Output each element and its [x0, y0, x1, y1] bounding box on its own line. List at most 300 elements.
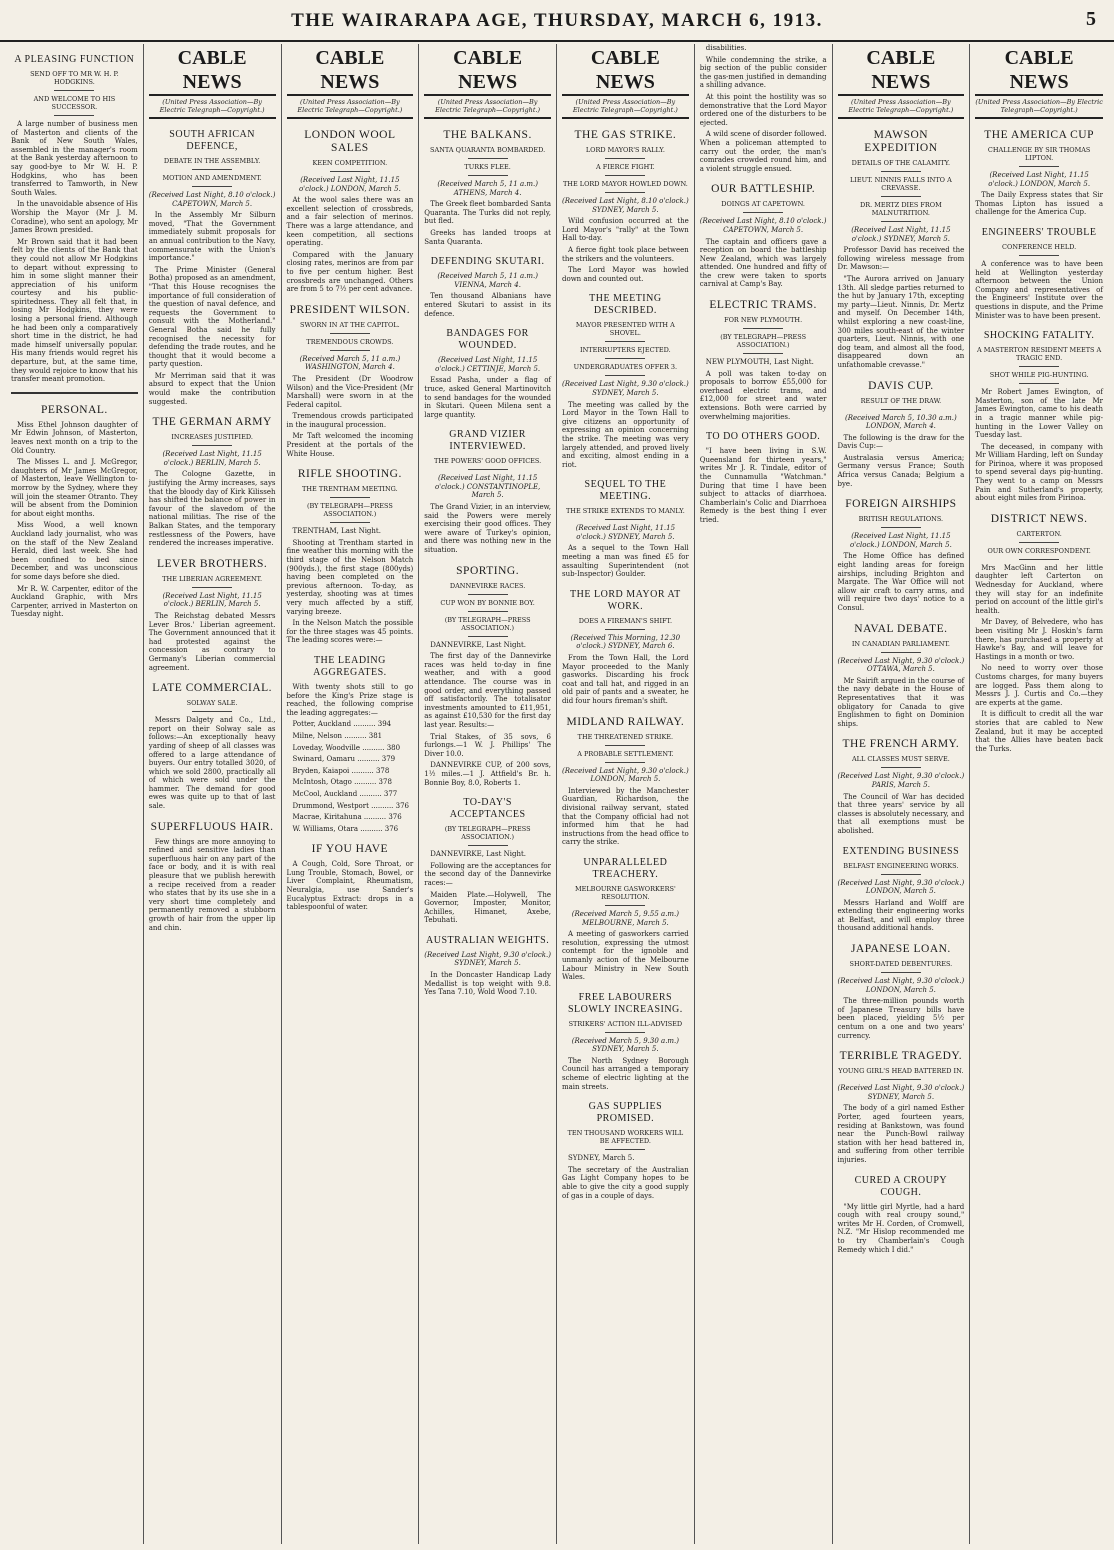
article-subheading: FOR NEW PLYMOUTH.: [724, 316, 803, 325]
article: [287, 655, 414, 833]
article-headline: ENGINEERS' TROUBLE: [981, 226, 1097, 238]
short-rule: [54, 90, 94, 91]
article-headline: DISTRICT NEWS.: [990, 512, 1088, 525]
news-column: [557, 44, 695, 1544]
article-headline: PERSONAL.: [40, 403, 108, 416]
article: [562, 293, 689, 469]
paragraph: Macrae, Kiritahuna .......... 376: [292, 813, 402, 822]
dateline: (Received Last Night, 11.15 o'clock.) BERLIN, March 5.: [162, 450, 262, 467]
article-headline: FOREIGN AIRSHIPS: [845, 498, 957, 511]
paragraph: Mr Davey, of Belvedere, who has been visiting Mr J. Hoskin's farm there, has purchased a property at Hawke's Bay, and will leave for Hastings in a month or two.: [975, 618, 1103, 661]
article-headline: LATE COMMERCIAL.: [152, 682, 273, 695]
article-subheading: AND WELCOME TO HIS SUCCESSOR.: [33, 95, 116, 111]
article: [149, 129, 276, 406]
article-headline: THE LEADING AGGREGATES.: [313, 654, 387, 678]
article: [424, 256, 551, 318]
paragraph: TRENTHAM, Last Night.: [292, 527, 381, 536]
article-headline: LEVER BROTHERS.: [156, 557, 268, 570]
article: [975, 664, 1103, 753]
article-subheading: THE POWERS' GOOD OFFICES.: [434, 457, 542, 466]
paragraph: A poll was taken to-day on proposals to borrow £55,000 for overhead electric trams, and £12,000 for street and water extensions. Both were carried by overwhelming majorities.: [699, 369, 827, 421]
article: [838, 1175, 965, 1255]
article: [149, 682, 276, 811]
article-subheading: DR. MERTZ DIES FROM MALNUTRITION.: [859, 201, 942, 217]
short-rule: [1019, 542, 1059, 543]
press-credit: (United Press Association—By Electric Telegraph—Copyright.): [838, 96, 965, 119]
short-rule: [192, 587, 232, 588]
columns-container: [6, 44, 1108, 1544]
short-rule: [330, 171, 370, 172]
short-rule: [1019, 366, 1059, 367]
paragraph: Following are the acceptances for the second day of the Dannevirke races:—: [424, 861, 551, 887]
article: [424, 129, 551, 246]
article: [424, 797, 551, 925]
article-headline: TO DO OTHERS GOOD.: [705, 431, 821, 443]
article: [562, 129, 689, 283]
dateline: (Received Last Night, 11.15 o'clock.) LONDON, March 5.: [988, 171, 1091, 188]
article-subheading: (BY TELEGRAPH—PRESS ASSOCIATION.): [306, 502, 393, 519]
paragraph: No need to worry over those Customs charges, for many buyers are logged. Pass them along to Messrs J. J. Curtis and Co.—they are experts at the game.: [975, 664, 1103, 707]
paragraph: In the Doncaster Handicap Lady Medallist is top weight with 9.8. Yes Tana 7.10, Wold Wood 7.10.: [424, 971, 551, 997]
dateline: (Received Last Night, 8.10 o'clock.) CAPETOWN, March 5.: [699, 217, 827, 234]
masthead-title: THE WAIRARAPA AGE, THURSDAY, MARCH 6, 1913.: [291, 10, 823, 31]
dateline: (Received March 5, 11 a.m.) VIENNA, March 4.: [437, 272, 538, 289]
paragraph: Professor David has received the following wireless message from Dr. Mawson:—: [837, 246, 965, 272]
article-subheading: A PROBABLE SETTLEMENT.: [577, 749, 674, 758]
paragraph: Essad Pasha, under a flag of truce, asked General Martinovitch to send bandages for the wounded in Skutari. Queen Milena sent a large quantity.: [424, 376, 551, 419]
article-headline: JAPANESE LOAN.: [850, 943, 951, 956]
paragraph: As a sequel to the Town Hall meeting a man was fined £5 for assaulting Superintendent (not sub-Inspector) Goulder.: [562, 544, 689, 579]
article-headline: SPORTING.: [456, 564, 520, 577]
article-subheading: THE STRIKE EXTENDS TO MANLY.: [565, 507, 685, 516]
article: [838, 846, 965, 934]
article-headline: RIFLE SHOOTING.: [297, 468, 402, 481]
paragraph: Interviewed by the Manchester Guardian, Richardson, the divisional railway servant, stated that the Company official had not informed him that he had instructions from the head office to carry the strike.: [562, 786, 689, 847]
article-subheading: SEND OFF TO MR W. H. P. HODGKINS.: [30, 70, 119, 86]
article-subheading: CARTERTON.: [1016, 529, 1062, 538]
article-subheading: A MASTERTON RESIDENT MEETS A TRAGIC END.: [977, 346, 1102, 363]
article-subheading: CHALLENGE BY SIR THOMAS LIPTON.: [987, 146, 1091, 162]
article-subheading: TREMENDOUS CROWDS.: [306, 337, 394, 346]
paragraph: A fierce fight took place between the strikers and the volunteers.: [562, 245, 689, 263]
short-rule: [605, 375, 645, 376]
article-subheading: CONFERENCE HELD.: [1002, 242, 1077, 251]
paragraph: DANNEVIRKE, Last Night.: [430, 640, 527, 649]
paragraph: Mr Brown said that it had been felt by the clients of the Bank that they could not allow Mr Hodgkins to depart without expressing to him in some slight manner their appreciation of his uniform courtesy and his public-spiritedness. They all felt that, in losing Mr Hodgkins, they were losing a personal friend. Although he had been only a comparatively short time in the district, he had made himself universally popular. His many friends would regret his departure, but, at the same time, they would rejoice to know that his transfer meant promotion.: [11, 237, 138, 384]
article-headline: GAS SUPPLIES PROMISED.: [588, 1101, 663, 1125]
article-subheading: SANTA QUARANTA BOMBARDED.: [430, 146, 546, 154]
short-rule: [192, 186, 232, 187]
article-headline: TO-DAY'S ACCEPTANCES: [449, 797, 526, 821]
paragraph: The Home Office has defined eight landing areas for foreign airships, including Brighton and Margate. The War Office will not allow air craft to carry arms, and will require two days' notice to a Consul.: [837, 552, 965, 612]
dateline: (Received March 5, 9.55 a.m.) MELBOURNE, March 5.: [571, 909, 680, 927]
dateline: (Received Last Night, 9.30 o'clock.) LONDON, March 5.: [837, 878, 965, 896]
short-rule: [468, 611, 508, 612]
short-rule: [330, 333, 370, 334]
short-rule: [1019, 255, 1059, 256]
article-headline: THE FRENCH ARMY.: [842, 738, 960, 751]
paragraph: Bryden, Kaiapoi .......... 378: [292, 766, 390, 775]
paragraph: Loveday, Woodville .......... 380: [292, 743, 401, 752]
paragraph: The President (Dr Woodrow Wilson) and the Vice-President (Mr Marshall) were sworn in at the Federal capitol.: [286, 374, 414, 409]
short-rule: [1019, 383, 1059, 384]
paragraph: The deceased, in company with Mr William Harding, left on Sunday for Pirinoa, where it was proposed to spend several days pig-hunting. They went to a camp on Messrs Pain and Sutherland's property, about eight miles from Pirinoa.: [975, 442, 1103, 503]
short-rule: [468, 636, 508, 637]
news-column: [833, 44, 971, 1544]
dateline: (Received Last Night, 9.30 o'clock.) SYDNEY, March 5.: [562, 380, 689, 397]
article-subheading: MOTION AND AMENDMENT.: [162, 174, 262, 182]
news-column: [419, 44, 557, 1544]
article-subheading: (BY TELEGRAPH—PRESS ASSOCIATION.): [444, 825, 531, 842]
article-headline: BANDAGES FOR WOUNDED.: [446, 328, 529, 352]
short-rule: [605, 192, 645, 193]
paragraph: The captain and officers gave a reception on board the battleship New Zealand, which was largely attended. One hundred and fifty of the crew were taken to sports carnival at Camp's Bay.: [699, 237, 827, 289]
dateline: (Received This Morning, 12.30 o'clock.) SYDNEY, March 6.: [570, 633, 681, 651]
article-headline: THE LORD MAYOR AT WORK.: [570, 588, 681, 612]
short-rule: [605, 1032, 645, 1033]
paragraph: DANNEVIRKE CUP, of 200 sovs, 1½ miles.—1 J. Attfield's Br. h. Bonnie Boy, 8.0, Roberts 1.: [424, 761, 551, 787]
article-headline: SEQUEL TO THE MEETING.: [584, 479, 667, 503]
short-rule: [1019, 559, 1059, 560]
article-subheading: THE THREATENED STRIKE.: [577, 732, 674, 741]
article: [838, 623, 965, 729]
article-subheading: THE TRENTHAM MEETING.: [302, 485, 398, 494]
paragraph: With twenty shots still to go before the King's Prize stage is reached, the following comprise the leading aggregates:—: [286, 682, 414, 717]
short-rule: [468, 845, 508, 846]
article-subheading: UNDERGRADUATES OFFER 3.: [573, 363, 678, 372]
paragraph: At the wool sales there was an excellent selection of crossbreds, and a fair selection of merinos. There was a large attendance, and keen competition, all sections operating.: [286, 196, 414, 248]
short-rule: [743, 353, 783, 354]
paragraph: It is difficult to credit all the war stories that are cabled to New Zealand, but it may be accepted that the Allies have beaten back the Turks.: [975, 710, 1103, 753]
dateline: (Received Last Night, 9.30 o'clock.) SYDNEY, March 5.: [837, 1084, 965, 1101]
article-headline: MAWSON EXPEDITION: [864, 129, 938, 154]
short-rule: [881, 171, 921, 172]
article-subheading: DETAILS OF THE CALAMITY.: [851, 159, 951, 167]
article: [11, 392, 138, 619]
article: [11, 54, 138, 384]
paragraph: Miss Ethel Johnson daughter of Mr Edwin Johnson, of Masterton, leaves next month on a trip to the Old Country.: [11, 420, 138, 455]
paragraph: A Cough, Cold, Sore Throat, or Lung Trouble, Stomach, Bowel, or Liver Complaint, Rheumatism, Neuralgia, use Sander's Eucalyptus Extract: drops in a tablespoonful of water.: [286, 860, 414, 912]
paragraph: The North Sydney Borough Council has arranged a temporary scheme of electric lighting at the main streets.: [562, 1056, 689, 1091]
article: [424, 935, 551, 997]
article: [149, 821, 276, 933]
short-rule: [605, 1149, 645, 1150]
dateline: (Received Last Night, 11.15 o'clock.) SYDNEY, March 5.: [575, 524, 676, 541]
dateline: (Received Last Night, 11.15 o'clock.) CETTINJE, March 5.: [435, 356, 541, 373]
article-headline: THE AMERICA CUP: [984, 129, 1094, 141]
article-subheading: LORD MAYOR'S RALLY.: [585, 146, 665, 154]
short-rule: [881, 409, 921, 410]
paragraph: The Grand Vizier, in an interview, said the Powers were merely exercising their good offices. They were aware of Turkey's opinion, and there was nothing new in the situation.: [424, 503, 551, 555]
paragraph: Australasia versus America; Germany versus France; South Africa versus Canada; Belgium a bye.: [837, 453, 965, 488]
article: [838, 943, 965, 1040]
article: [287, 129, 414, 294]
article: [838, 380, 965, 489]
short-rule: [605, 745, 645, 746]
article: [975, 513, 1103, 662]
short-rule: [881, 652, 921, 653]
paragraph: "The Aurora arrived on January 13th. All sledge parties returned to the hut by January 17th, excepting my party—Lieut. Ninnis, Dr. Mertz and myself. On December 14th, whilst exploring a new coast-line, 300 miles south-east of the winter quarters, Lieut. Ninnis, with one dog team, and almost all the food, disappeared down an unfathomable crevasse.": [837, 274, 965, 369]
short-rule: [192, 445, 232, 446]
press-credit: (United Press Association—By Electric Telegraph—Copyright.): [287, 96, 414, 119]
news-column: [6, 44, 144, 1544]
article: [838, 738, 965, 835]
press-credit: (United Press Association—By Electric Telegraph—Copyright.): [424, 96, 551, 119]
dateline: (Received Last Night, 11.15 o'clock.) SYDNEY, March 5.: [851, 226, 951, 243]
article-subheading: ALL CLASSES MUST SERVE.: [851, 755, 950, 764]
article: [700, 299, 827, 421]
paragraph: Tremendous crowds participated in the inaugural procession.: [286, 412, 414, 429]
paragraph: In the unavoidable absence of His Worship the Mayor (Mr J. M. Coradine), who sent an apology, Mr James Brown presided.: [11, 200, 138, 235]
article-subheading: DANNEVIRKE RACES.: [449, 581, 526, 590]
article: [287, 843, 414, 912]
short-rule: [605, 905, 645, 906]
article-headline: DAVIS CUP.: [868, 379, 934, 392]
short-rule: [743, 212, 783, 213]
article-subheading: LIEUT. NINNIS FALLS INTO A CREVASSE.: [849, 176, 952, 192]
article-headline: CURED A CROUPY COUGH.: [854, 1174, 948, 1198]
short-rule: [605, 519, 645, 520]
short-rule: [881, 1079, 921, 1080]
article: [424, 565, 551, 788]
article: [424, 429, 551, 554]
article: [562, 992, 689, 1092]
article-subheading: SHOT WHILE PIG-HUNTING.: [989, 371, 1089, 380]
article-subheading: INTERRUPTERS EJECTED.: [580, 346, 671, 355]
news-column: [282, 44, 420, 1544]
paragraph: McIntosh, Otago .......... 378: [292, 778, 392, 787]
article-headline: SUPERFLUOUS HAIR.: [150, 820, 274, 833]
paragraph: SYDNEY, March 5.: [568, 1154, 635, 1163]
paragraph: "I have been living in S.W. Queensland for thirteen years," writes Mr J. R. Tindale, editor of the Cunnamulla "Watchman." During that time I have been subject to attacks of diarrhoea. Chamberlain's Colic and Diarrhoea Remedy is the best thing I ever tried.: [699, 447, 827, 524]
article-subheading: SWORN IN AT THE CAPITOL.: [300, 320, 400, 329]
short-rule: [881, 874, 921, 875]
article-divider: [11, 392, 138, 394]
news-column: [695, 44, 833, 1544]
paragraph: Mr R. W. Carpenter, editor of the Auckland Graphic, with Mrs Carpenter, arrived in Masterton on Tuesday night.: [11, 584, 138, 619]
article-headline: ELECTRIC TRAMS.: [709, 299, 817, 312]
dateline: (Received Last Night, 11.15 o'clock.) LONDON, March 5.: [849, 532, 952, 549]
short-rule: [881, 767, 921, 768]
paragraph: The body of a girl named Esther Porter, aged fourteen years, residing at Bankstown, was found near the Punch-Bowl railway station with her head battered in, and suffering from other terrible injuries.: [837, 1104, 965, 1164]
article-subheading: MAYOR PRESENTED WITH A SHOVEL.: [575, 321, 675, 338]
short-rule: [468, 175, 508, 176]
article-subheading: DOES A FIREMAN'S SHIFT.: [578, 616, 673, 625]
paragraph: Wild confusion occurred at the Lord Mayor's "rally" at the Town Hall to-day.: [562, 217, 689, 243]
article-headline: DEFENDING SKUTARI.: [430, 256, 545, 268]
article-subheading: THE LORD MAYOR HOWLED DOWN.: [562, 180, 688, 188]
cable-news-banner: CABLE NEWS: [975, 46, 1103, 96]
paragraph: Maiden Plate.—Holywell, The Governor, Imposter, Monitor, Achilles, Himanet, Axebe, Tebuhati.: [424, 890, 551, 925]
dateline: (Received Last Night, 11.15 o'clock.) LONDON, March 5.: [298, 176, 401, 193]
article-subheading: TEN THOUSAND WORKERS WILL BE AFFECTED.: [567, 1129, 684, 1146]
paragraph: The meeting was called by the Lord Mayor in the Town Hall to give citizens an opportunity of expressing an opinion concerning the strike. The meeting was very largely attended, and proved lively and exciting, almost ending in a riot.: [562, 400, 689, 469]
short-rule: [881, 221, 921, 222]
dateline: (Received March 5, 11 a.m.) ATHENS, March 4.: [437, 180, 538, 197]
article-headline: LONDON WOOL SALES: [304, 129, 396, 154]
paragraph: The following is the draw for the Davis Cup:—: [837, 433, 965, 451]
short-rule: [605, 358, 645, 359]
cable-news-banner: CABLE NEWS: [424, 46, 551, 96]
paragraph: Mr Sairift argued in the course of the navy debate in the House of Representatives that it was obligatory for Canada to give Englishmen to fight on Dominion ships.: [837, 676, 965, 728]
short-rule: [192, 711, 232, 712]
article-subheading: TURKS FLEE.: [464, 163, 511, 171]
news-column: [144, 44, 282, 1544]
paragraph: NEW PLYMOUTH, Last Night.: [705, 358, 814, 367]
paragraph: Compared with the January closing rates, merinos are from par to five per centum higher. Best crossbreds are unchanged. Others are from 5 to 7½ per cent advance.: [286, 250, 414, 294]
article-subheading: INCREASES JUSTIFIED.: [171, 433, 253, 442]
article-headline: AUSTRALIAN WEIGHTS.: [426, 934, 550, 946]
short-rule: [605, 629, 645, 630]
paragraph: "My little girl Myrtle, had a hard cough with real croupy sound," writes Mr H. Corden, of Cromwell, N.Z. "Mr Hislop recommended me to try Chamberlain's Cough Remedy which I did.": [837, 1202, 965, 1254]
article-subheading: BELFAST ENGINEERING WORKS.: [843, 861, 959, 870]
paragraph: From the Town Hall, the Lord Mayor proceeded to the Manly gasworks. Discarding his frock coat and tall hat, and rigged in an old pair of pants and a sweater, he did four hours fireman's shift.: [562, 654, 689, 705]
article-headline: PRESIDENT WILSON.: [289, 303, 411, 316]
article: [838, 498, 965, 612]
paragraph: In the Nelson Match the possible for the three stages was 45 points. The leading scores were:—: [286, 619, 414, 645]
article: [838, 1050, 965, 1164]
article-headline: A PLEASING FUNCTION: [14, 54, 135, 65]
short-rule: [605, 158, 645, 159]
article-headline: THE BALKANS.: [443, 129, 532, 141]
article: [424, 328, 551, 419]
article: [149, 416, 276, 548]
short-rule: [54, 115, 94, 116]
paragraph: Mr Robert James Ewington, of Masterton, son of the late Mr James Ewington, came to his death in a tragic manner while pig-hunting in the Lower Valley on Tuesday last.: [975, 388, 1103, 440]
article-headline: IF YOU HAVE: [311, 843, 389, 856]
article-subheading: SOLWAY SALE.: [186, 699, 238, 708]
paragraph: Miss Wood, a well known Auckland lady journalist, who was on the staff of the New Zealand Herald, died last week. She had been confined to bed since December, and was unconscious for some days before she died.: [11, 521, 138, 581]
paragraph: Ten thousand Albanians have entered Skutari to assist in its defence.: [424, 292, 551, 318]
paragraph: The Prime Minister (General Botha) proposed as an amendment, "That this House recognises the importance of full consideration of the question of naval defence, and requests the Government to consult with the Motherland." General Botha said he fully recognised the necessity for defending the trade routes, and he thought that it would become a party question.: [148, 265, 276, 369]
article: [975, 227, 1103, 320]
press-credit: (United Press Association—By Electric Telegraph—Copyright.): [562, 96, 689, 119]
paragraph: Shooting at Trentham started in fine weather this morning with the third stage of the Nelson Match (900yds.), the first stage (800yds) having been completed on the previous afternoon. To-day, as yesterday, shooting was at times very much affected by a stiff, varying breeze.: [286, 538, 414, 616]
paragraph: DANNEVIRKE, Last Night.: [430, 850, 527, 859]
short-rule: [881, 972, 921, 973]
dateline: (Received Last Night, 9.30 o'clock.) OTTAWA, March 5.: [837, 656, 965, 674]
paragraph: The Cologne Gazette, in justifying the Army increases, says that the bloody day of Kirk Kilisseh has shifted the balance of power in favour of the slavedom of the national militias. The rise of the Balkan States, and the temporary restlessness of the Powers, have rendered the increases imperative.: [148, 470, 276, 548]
article-headline: SHOCKING FATALITY.: [983, 330, 1095, 342]
paragraph: The secretary of the Australian Gas Light Company hopes to be able to give the city a good supply of gas in a couple of days.: [562, 1165, 689, 1200]
article-subheading: CUP WON BY BONNIE BOY.: [440, 598, 535, 607]
dateline: (Received Last Night, 9.30 o'clock.) PARIS, March 5.: [837, 772, 965, 789]
dateline: (Received Last Night, 9.30 o'clock.) LONDON, March 5.: [837, 977, 965, 994]
news-column: [970, 44, 1108, 1544]
dateline: (Received Last Night, 9.30 o'clock.) SYDNEY, March 5.: [424, 950, 552, 968]
paragraph: Milne, Nelson .......... 381: [292, 731, 383, 740]
article: [562, 589, 689, 706]
paragraph: While condemning the strike, a big section of the public consider the gas-men justified in demanding a shilling advance.: [699, 55, 827, 90]
dateline: (Received March 5, 10.30 a.m.) LONDON, March 4.: [844, 413, 957, 431]
paragraph: Mr Merriman said that it was absurd to expect that the Union would make the contribution suggested.: [148, 371, 276, 406]
short-rule: [881, 196, 921, 197]
article: [149, 558, 276, 672]
article-subheading: IN CANADIAN PARLIAMENT.: [851, 639, 950, 648]
article-subheading: (BY TELEGRAPH—PRESS ASSOCIATION.): [444, 615, 531, 632]
article-headline: FREE LABOURERS SLOWLY INCREASING.: [567, 991, 683, 1015]
dateline: (Received Last Night, 9.30 o'clock.) LONDON, March 5.: [562, 766, 689, 784]
short-rule: [605, 341, 645, 342]
cable-news-banner: CABLE NEWS: [562, 46, 689, 96]
article-subheading: YOUNG GIRL'S HEAD BATTERED IN.: [838, 1067, 964, 1076]
article-subheading: RESULT OF THE DRAW.: [860, 396, 942, 405]
short-rule: [743, 328, 783, 329]
article-subheading: THE LIBERIAN AGREEMENT.: [162, 574, 263, 583]
article-headline: MIDLAND RAILWAY.: [566, 715, 685, 728]
article-headline: SOUTH AFRICAN DEFENCE,: [169, 129, 255, 152]
article-headline: UNPARALLELED TREACHERY.: [583, 856, 668, 880]
article-subheading: STRIKERS' ACTION ILL-ADVISED: [568, 1019, 683, 1028]
dateline: (Received Last Night, 11.15 o'clock.) CONSTANTINOPLE, March 5.: [434, 474, 541, 500]
cable-news-banner: CABLE NEWS: [838, 46, 965, 96]
paragraph: disabilities.: [705, 44, 747, 52]
paragraph: Potter, Auckland .......... 394: [292, 720, 392, 729]
article-subheading: KEEN COMPETITION.: [312, 159, 388, 167]
article-headline: TERRIBLE TRAGEDY.: [839, 1050, 963, 1063]
article-subheading: OUR OWN CORRESPONDENT.: [987, 546, 1091, 555]
dateline: (Received Last Night, 8.10 o'clock.) SYDNEY, March 5.: [562, 197, 689, 214]
short-rule: [605, 175, 645, 176]
article-headline: GRAND VIZIER INTERVIEWED.: [449, 429, 526, 453]
paragraph: The Reichstag debated Messrs Lever Bros.' Liberian agreement. The Government announced that it had protested against the concession as contrary to Germany's Liberian commercial agreement.: [148, 611, 276, 672]
dateline: (Received Last Night, 11.15 o'clock.) BERLIN, March 5.: [162, 591, 262, 609]
article-headline: OUR BATTLESHIP.: [711, 183, 816, 196]
short-rule: [468, 594, 508, 595]
dateline: (Received Last Night, 8.10 o'clock.) CAPETOWN, March 5.: [148, 191, 276, 208]
page-number: 5: [1086, 8, 1096, 30]
article: [562, 857, 689, 982]
article-subheading: A FIERCE FIGHT.: [596, 163, 655, 171]
article: [562, 716, 689, 847]
paragraph: A large number of business men of Masterton and clients of the Bank of New South Wales, assembled in the manager's room at the Bank yesterday afternoon to say good-bye to Mr W. H. P. Hodgkins, who has been transferred to Tamworth, in New South Wales.: [11, 120, 138, 197]
paragraph: The Council of War has decided that three years' service by all classes is absolutely necessary, and that all exemptions must be abolished.: [837, 792, 965, 835]
dateline: (Received March 5, 9.30 a.m.) SYDNEY, March 5.: [571, 1036, 680, 1054]
short-rule: [468, 158, 508, 159]
article-headline: NAVAL DEBATE.: [854, 622, 948, 635]
article: [562, 1101, 689, 1200]
article-headline: THE MEETING DESCRIBED.: [589, 293, 662, 317]
paragraph: At this point the hostility was so demonstrative that the Lord Mayor ordered one of the disturbers to be ejected.: [699, 92, 827, 127]
article: [287, 468, 414, 645]
article-headline: THE GERMAN ARMY: [152, 416, 272, 429]
article-headline: EXTENDING BUSINESS: [842, 845, 960, 857]
article: [975, 330, 1103, 503]
short-rule: [468, 469, 508, 470]
article: [700, 431, 827, 524]
short-rule: [1019, 166, 1059, 167]
short-rule: [330, 522, 370, 523]
paragraph: The Greek fleet bombarded Santa Quaranta. The Turks did not reply, but fled.: [424, 200, 551, 226]
paragraph: A wild scene of disorder followed. When a policeman attempted to carry out the order, the man's comrades crowded round him, and a violent struggle ensued.: [699, 130, 827, 173]
dateline: (Received March 5, 11 a.m.) WASHINGTON, March 4.: [299, 354, 401, 372]
paragraph: A conference was to have been held at Wellington yesterday afternoon between the Union Company and representatives of the Engineers' Institute over the questions in dispute, and the Prime Minister was to have been present.: [975, 259, 1103, 320]
short-rule: [192, 169, 232, 170]
paragraph: The three-million pounds worth of Japanese Treasury bills have been placed, yielding 5½ per centum on a one and two years' currency.: [837, 997, 965, 1040]
paragraph: McCool, Auckland .......... 377: [292, 789, 398, 798]
masthead: [0, 0, 1114, 42]
paragraph: The Misses L. and J. McGregor, daughters of Mr James McGregor, of Masterton, leave Wellington to-morrow by the Sydney, where they will join the steamer Otranto. They will be absent from the Dominion for about eight months.: [11, 458, 138, 518]
article: [562, 479, 689, 579]
article: [700, 183, 827, 289]
article-subheading: SHORT-DATED DEBENTURES.: [849, 960, 953, 969]
article-subheading: MELBOURNE GASWORKERS' RESOLUTION.: [574, 884, 676, 901]
paragraph: The Lord Mayor was howled down and counted out.: [562, 266, 689, 283]
paragraph: Messrs Harland and Wolff are extending their engineering works at Belfast, and will employ three thousand additional hands.: [837, 898, 965, 933]
paragraph: Trial Stakes, of 35 sovs, 6 furlongs.—1 W. J. Phillips' The Diver 10.0.: [424, 732, 551, 758]
press-credit: (United Press Association—By Electric Telegraph—Copyright.): [975, 96, 1103, 119]
paragraph: Swinard, Oamaru .......... 379: [292, 755, 396, 764]
